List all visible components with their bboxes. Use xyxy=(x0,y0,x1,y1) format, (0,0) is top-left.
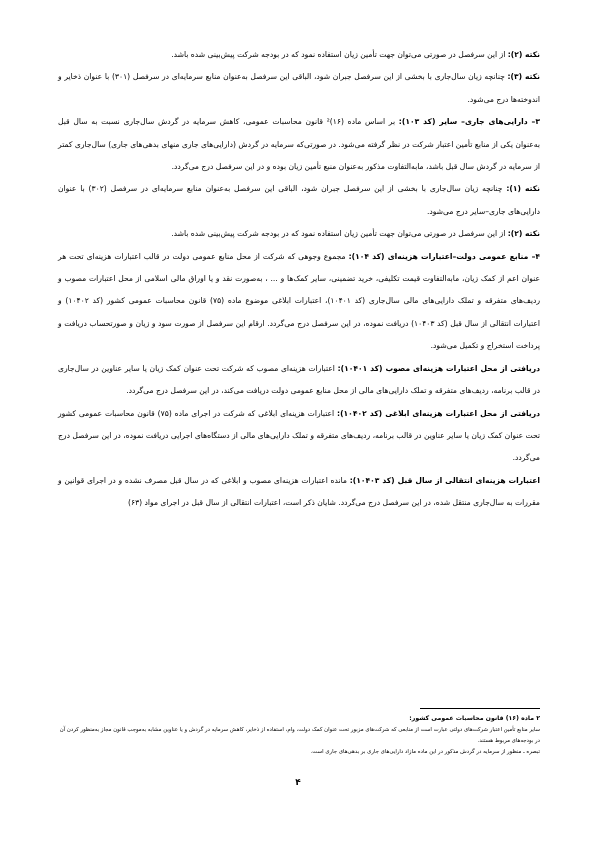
note-2b-paragraph xyxy=(58,223,540,245)
paragraph-text: بر اساس ماده (۱۶)² قانون محاسبات عمومی، کاهش سرمایه در گردش سال‌جاری نسبت به سال قبل به‌عنوان یکی از منابع تأمین اعتبار شرکت در نظر گرفته می‌شود. در صورتی‌که سرمایه در گردش (دارایی‌های جاری منهای بدهی‌های جاری) سال‌جاری کمتر از سرمایه در گردش سال قبل باشد، مابه‌التفاوت مذکور به‌عنوان منبع تأمین زیان بوده و در این سرفصل درج می‌گردد. xyxy=(58,117,540,172)
footnote-title: ۲ ماده (۱۶) قانون محاسبات عمومی کشور: xyxy=(409,715,540,722)
section-4-paragraph xyxy=(58,246,540,358)
paragraph-heading: نکته (۳): xyxy=(507,72,540,82)
paragraph-text: مجموع وجوهی که شرکت از محل منابع عمومی دولت در قالب اعتبارات هزینه‌ای تحت هر عنوان اعم از کمک زیان، مابه‌التفاوت قیمت تکلیفی، خرید تضمینی، سایر کمک‌ها و ... ، به‌صورت نقد و یا اوراق مالی اسلامی از محل اعتبارات مصوب و ردیف‌های متفرقه و تملک دارایی‌های مالی سال‌جاری (کد ۱۰۴۰۱)، اعتبارات ابلاغی موضوع ماده (۷۵) قانون محاسبات عمومی کشور (کد ۱۰۴۰۲) و اعتبارات انتقالی از سال قبل (کد ۱۰۴۰۳) دریافت نموده، در این سرفصل درج می‌گردد. ارقام این سرفصل از صورت سود و زیان و صورتحساب دریافت و پرداخت استخراج و تکمیل می‌شود. xyxy=(58,251,541,351)
note-2-paragraph xyxy=(58,44,540,66)
paragraph-heading: ۴– منابع عمومی دولت–اعتبارات هزینه‌ای (کد ۱۰۴): xyxy=(348,251,541,261)
paragraph-text: از این سرفصل در صورتی می‌توان جهت تأمین زیان استفاده نمود که در بودجه شرکت پیش‌بینی شده باشد. xyxy=(171,229,508,239)
paragraph-heading: دریافتی از محل اعتبارات هزینه‌ای ابلاغی (کد ۱۰۴۰۲): xyxy=(337,408,541,418)
footnotes xyxy=(58,713,540,758)
code-10401-paragraph xyxy=(58,358,540,403)
note-1-paragraph xyxy=(58,178,540,223)
note-3-paragraph xyxy=(58,66,540,111)
paragraph-text: اعتبارات هزینه‌ای ابلاغی که شرکت در اجرای ماده (۷۵) قانون محاسبات عمومی کشور تحت عنوان کمک زیان یا سایر عناوین در قالب برنامه، ردیف‌های متفرقه و تملک دارایی‌های مالی از دستگاه‌های اجرایی دریافت نموده، در این سرفصل درج می‌گردد. xyxy=(58,408,540,463)
footnote-divider xyxy=(420,708,540,709)
footnote-line: تبصره ـ منظور از سرمایه در گردش مذکور در این ماده مازاد دارایی‌های جاری بر بدهی‌های جاری است. xyxy=(310,749,540,755)
page-number: ۴ xyxy=(295,778,301,788)
footnote-line: سایر منابع تأمین اعتبار شرکت‌های دولتی عبارت است از منابعی که شرکت‌های مزبور تحت عنوان کمک دولت، وام، استفاده از ذخایر، کاهش سرمایه در گردش و یا عناوین مشابه به‌موجب قانون مجاز به‌منظور کردن آن در بودجه‌های مربوط هستند. xyxy=(59,727,540,744)
paragraph-text: مانده اعتبارات هزینه‌ای مصوب و ابلاغی که در سال قبل مصرف نشده و در اجرای قوانین و مقررات به سال‌جاری منتقل شده، در این سرفصل درج می‌گردد. شایان ذکر است، اعتبارات انتقالی از سال قبل در اجرای مواد (۶۳) xyxy=(58,475,540,508)
code-10402-paragraph xyxy=(58,403,540,470)
paragraph-heading: نکته (۲): xyxy=(507,50,540,59)
section-3-paragraph xyxy=(58,111,540,178)
paragraph-heading: دریافتی از محل اعتبارات هزینه‌ای مصوب (کد ۱۰۴۰۱): xyxy=(337,363,540,373)
paragraph-heading: ۳– دارایی‌های جاری– سایر (کد ۱۰۳): xyxy=(398,117,540,127)
paragraph-heading: نکته (۱): xyxy=(506,184,540,194)
paragraph-text: چنانچه زیان سال‌جاری با بخشی از این سرفصل جبران شود، الباقی این سرفصل به‌عنوان منابع سرمایه‌ای در سرفصل (۳۰۲) با عنوان دارایی‌های جاری–سایر درج می‌شود. xyxy=(58,184,540,216)
paragraph-text: از این سرفصل در صورتی می‌توان جهت تأمین زیان استفاده نمود که در بودجه شرکت پیش‌بینی شده باشد. xyxy=(171,50,508,59)
paragraph-heading: اعتبارات هزینه‌ای انتقالی از سال قبل (کد ۱۰۴۰۳): xyxy=(349,475,540,485)
body-text xyxy=(58,44,540,515)
paragraph-heading: نکته (۲): xyxy=(507,229,540,239)
paragraph-text: اعتبارات هزینه‌ای مصوب که شرکت تحت عنوان کمک زیان یا سایر عناوین در سال‌جاری در قالب برنامه، ردیف‌های متفرقه و تملک دارایی‌های مالی از محل منابع عمومی دولت دریافت می‌کند، در این سرفصل درج می‌گردد. xyxy=(58,363,540,396)
code-10403-paragraph xyxy=(58,470,540,515)
paragraph-text: چنانچه زیان سال‌جاری با بخشی از این سرفصل جبران شود، الباقی این سرفصل به‌عنوان منابع سرمایه‌ای در سرفصل (۳۰۱) با عنوان ذخایر و اندوخته‌ها درج می‌شود. xyxy=(58,72,540,104)
